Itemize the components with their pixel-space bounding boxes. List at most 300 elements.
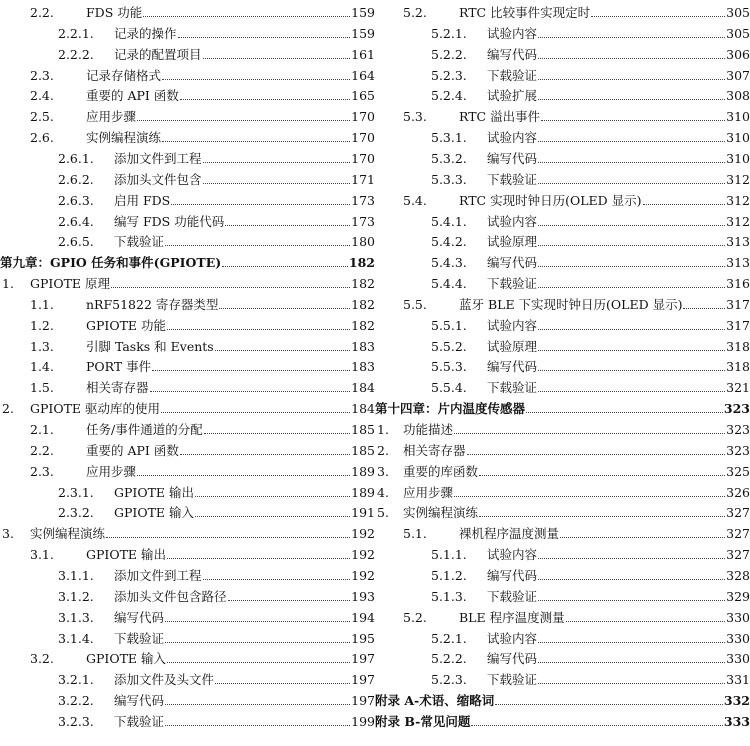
toc-entry-title: 记录的配置项目 xyxy=(114,46,202,62)
toc-entry[interactable] xyxy=(0,563,375,584)
toc-entry[interactable] xyxy=(375,209,750,230)
toc-entry[interactable] xyxy=(0,42,375,63)
dot-leader xyxy=(180,99,350,100)
dot-leader xyxy=(538,141,725,142)
dot-leader xyxy=(165,725,350,726)
toc-entry-number: 4. xyxy=(377,484,389,500)
dot-leader xyxy=(538,99,725,100)
toc-entry-number: 5.4.2. xyxy=(431,234,467,250)
dot-leader xyxy=(215,683,350,684)
dot-leader xyxy=(538,329,725,330)
toc-page-number: 194 xyxy=(351,609,375,625)
toc-entry[interactable] xyxy=(375,167,750,188)
toc-entry-title: 下载验证 xyxy=(114,713,165,729)
toc-page-number: 183 xyxy=(351,338,375,354)
toc-page-number: 173 xyxy=(351,192,375,208)
toc-entry-title: 编写代码 xyxy=(487,567,538,583)
toc-entry-number: 2.6.3. xyxy=(58,192,94,208)
toc-page-number: 191 xyxy=(351,505,375,521)
dot-leader xyxy=(683,308,725,309)
toc-entry[interactable] xyxy=(375,605,750,626)
toc-entry-title: RTC 比较事件实现定时 xyxy=(459,5,591,20)
dot-leader xyxy=(479,516,725,517)
toc-entry-title: 试验扩展 xyxy=(487,88,538,104)
toc-entry[interactable] xyxy=(375,313,750,334)
dot-leader xyxy=(538,225,725,226)
toc-entry[interactable] xyxy=(375,375,750,396)
toc-entry[interactable] xyxy=(375,626,750,647)
toc-entry[interactable] xyxy=(0,292,375,313)
toc-entry[interactable] xyxy=(0,229,375,250)
toc-entry[interactable] xyxy=(375,542,750,563)
toc-entry-number: 2.2.1. xyxy=(58,25,94,41)
toc-page-number: 317 xyxy=(726,296,750,312)
toc-page-number: 165 xyxy=(351,88,375,104)
toc-entry-number: 5.3.2. xyxy=(431,150,467,166)
toc-entry[interactable] xyxy=(375,104,750,125)
toc-entry-number: 3.1. xyxy=(30,547,54,563)
toc-entry[interactable] xyxy=(375,188,750,209)
toc-entry[interactable] xyxy=(375,646,750,667)
toc-entry[interactable] xyxy=(0,125,375,146)
dot-leader xyxy=(165,621,350,622)
toc-page-number: 305 xyxy=(726,25,750,41)
toc-page-number: 323 xyxy=(726,422,750,437)
toc-entry[interactable] xyxy=(0,0,375,21)
toc-page-number: 182 xyxy=(348,255,375,271)
toc-page-number: 308 xyxy=(726,88,750,104)
toc-entry-title: PORT 事件 xyxy=(86,359,152,375)
toc-entry-number: 2.2. xyxy=(30,5,54,20)
toc-entry-title: 下载验证 xyxy=(487,276,538,292)
toc-page-number: 180 xyxy=(351,234,375,250)
toc-page-number: 310 xyxy=(726,109,750,125)
toc-entry-title: 编写代码 xyxy=(114,609,165,625)
dot-leader xyxy=(203,162,351,163)
toc-page-number: 330 xyxy=(726,651,750,667)
toc-entry[interactable] xyxy=(375,584,750,605)
dot-leader xyxy=(538,37,725,38)
toc-entry-title: 下载验证 xyxy=(487,380,538,396)
toc-entry-number: 1. xyxy=(2,276,14,292)
toc-entry-number: 2.3.2. xyxy=(58,505,94,521)
toc-entry-number: 5.5. xyxy=(403,296,427,312)
toc-entry-title: 相关寄存器 xyxy=(403,442,466,458)
toc-entry-title: 实例编程演练 xyxy=(403,505,479,521)
toc-entry[interactable] xyxy=(0,104,375,125)
toc-entry-number: 2.3. xyxy=(30,67,54,83)
toc-entry[interactable] xyxy=(0,521,375,542)
toc-page-number: 170 xyxy=(351,150,375,166)
toc-entry[interactable] xyxy=(375,125,750,146)
toc-entry-title: 编写 FDS 功能代码 xyxy=(114,213,225,229)
dot-leader xyxy=(479,475,725,476)
dot-leader xyxy=(203,579,351,580)
toc-page-number: 313 xyxy=(726,234,750,250)
toc-entry[interactable] xyxy=(0,605,375,626)
toc-entry[interactable] xyxy=(375,63,750,84)
toc-page-number: 161 xyxy=(351,46,375,62)
toc-entry[interactable] xyxy=(0,417,375,438)
dot-leader xyxy=(467,454,726,455)
toc-page-number: 327 xyxy=(726,547,750,563)
dot-leader xyxy=(161,412,350,413)
toc-entry[interactable] xyxy=(0,646,375,667)
dot-leader xyxy=(538,245,725,246)
toc-entry[interactable] xyxy=(375,271,750,292)
toc-entry[interactable] xyxy=(0,500,375,521)
toc-chapter-title: 附录 A-术语、缩略词 xyxy=(375,693,495,709)
toc-entry-title: 编写代码 xyxy=(487,255,538,271)
toc-entry-number: 5.1.3. xyxy=(431,588,467,604)
toc-entry-number: 5.2.2. xyxy=(431,46,467,62)
toc-page-number: 183 xyxy=(351,359,375,375)
dot-leader xyxy=(538,579,725,580)
toc-entry-number: 3.2. xyxy=(30,651,54,667)
toc-page-number: 317 xyxy=(726,317,750,333)
toc-entry[interactable] xyxy=(375,438,750,459)
toc-entry-title: 蓝牙 BLE 下实现时钟日历(OLED 显示) xyxy=(459,296,683,312)
dot-leader xyxy=(203,58,351,59)
dot-leader xyxy=(538,662,725,663)
toc-chapter-entry[interactable] xyxy=(375,709,750,730)
dot-leader xyxy=(165,642,350,643)
toc-chapter-entry[interactable] xyxy=(375,688,750,709)
toc-entry-number: 3. xyxy=(2,526,14,542)
toc-chapter-entry[interactable] xyxy=(375,396,750,417)
dot-leader xyxy=(538,683,725,684)
toc-page-number: 182 xyxy=(351,317,375,333)
dot-leader xyxy=(538,600,725,601)
toc-entry-number: 5.5.2. xyxy=(431,338,467,354)
dot-leader xyxy=(215,350,350,351)
toc-entry-title: 实例编程演练 xyxy=(86,130,162,146)
toc-entry-number: 3.1.1. xyxy=(58,567,94,583)
toc-entry-title: nRF51822 寄存器类型 xyxy=(86,296,219,312)
dot-leader xyxy=(165,245,350,246)
toc-entry[interactable] xyxy=(375,459,750,480)
toc-entry-title: 编写代码 xyxy=(487,46,538,62)
toc-entry[interactable] xyxy=(375,354,750,375)
toc-page-number: 328 xyxy=(726,567,750,583)
dot-leader xyxy=(454,496,725,497)
toc-entry[interactable] xyxy=(375,250,750,271)
toc-entry-title: 试验内容 xyxy=(487,547,538,563)
toc-entry[interactable] xyxy=(375,292,750,313)
dot-leader xyxy=(195,516,350,517)
toc-entry-number: 3.1.4. xyxy=(58,630,94,646)
dot-leader xyxy=(204,433,350,434)
dot-leader xyxy=(538,162,725,163)
toc-entry-title: 编写代码 xyxy=(487,150,538,166)
toc-page-number: 199 xyxy=(351,713,375,729)
toc-entry-number: 1.2. xyxy=(30,317,54,333)
dot-leader xyxy=(228,600,351,601)
toc-entry-number: 2. xyxy=(377,442,389,458)
toc-page-number: 195 xyxy=(351,630,375,646)
toc-entry-title: 试验内容 xyxy=(487,213,538,229)
toc-entry-number: 5.2.4. xyxy=(431,88,467,104)
toc-page-number: 330 xyxy=(726,630,750,646)
toc-entry-number: 5.3.1. xyxy=(431,130,467,146)
toc-entry-number: 5.5.1. xyxy=(431,317,467,333)
toc-entry[interactable] xyxy=(375,480,750,501)
toc-page-number: 329 xyxy=(726,588,750,604)
dot-leader xyxy=(150,391,351,392)
dot-leader xyxy=(538,266,725,267)
toc-entry[interactable] xyxy=(0,167,375,188)
toc-entry-number: 2.6.2. xyxy=(58,171,94,187)
toc-entry[interactable] xyxy=(0,63,375,84)
toc-entry-number: 5.4. xyxy=(403,192,427,208)
dot-leader xyxy=(538,370,725,371)
toc-page-number: 330 xyxy=(726,609,750,625)
dot-leader xyxy=(162,141,350,142)
toc-entry-number: 2.2.2. xyxy=(58,46,94,62)
dot-leader xyxy=(222,266,348,267)
toc-entry-number: 2.3. xyxy=(30,463,54,479)
toc-entry[interactable] xyxy=(0,542,375,563)
toc-entry[interactable] xyxy=(0,688,375,709)
toc-entry-number: 2.1. xyxy=(30,422,54,437)
toc-entry[interactable] xyxy=(0,438,375,459)
toc-entry[interactable] xyxy=(0,188,375,209)
toc-entry[interactable] xyxy=(375,521,750,542)
toc-entry-number: 5.2.2. xyxy=(431,651,467,667)
toc-entry-number: 2.2. xyxy=(30,442,54,458)
dot-leader xyxy=(203,183,351,184)
dot-leader xyxy=(454,433,725,434)
toc-entry-number: 2. xyxy=(2,401,14,417)
toc-entry[interactable] xyxy=(0,667,375,688)
toc-entry-title: GPIOTE 原理 xyxy=(30,276,111,292)
dot-leader xyxy=(137,120,350,121)
toc-entry[interactable] xyxy=(0,709,375,730)
toc-page-number: 159 xyxy=(351,25,375,41)
toc-entry[interactable] xyxy=(375,0,750,21)
toc-entry[interactable] xyxy=(375,146,750,167)
dot-leader xyxy=(538,58,725,59)
dot-leader xyxy=(165,704,350,705)
toc-page-number: 331 xyxy=(726,672,750,688)
toc-page-number: 332 xyxy=(723,693,750,709)
toc-entry-title: FDS 功能 xyxy=(86,5,143,20)
toc-entry-title: 功能描述 xyxy=(403,422,454,437)
toc-chapter-title: 附录 B-常见问题 xyxy=(375,713,471,729)
toc-entry-title: GPIOTE 功能 xyxy=(86,317,167,333)
toc-entry[interactable] xyxy=(375,563,750,584)
toc-entry[interactable] xyxy=(375,417,750,438)
toc-entry-title: 相关寄存器 xyxy=(86,380,149,396)
toc-entry[interactable] xyxy=(375,42,750,63)
dot-leader xyxy=(195,496,350,497)
toc-page-number: 318 xyxy=(726,359,750,375)
toc-entry[interactable] xyxy=(0,354,375,375)
toc-entry[interactable] xyxy=(375,667,750,688)
toc-page-number: 305 xyxy=(726,5,750,20)
toc-entry-title: 试验内容 xyxy=(487,130,538,146)
toc-entry-title: GPIOTE 输入 xyxy=(86,651,167,667)
toc-entry-number: 3.1.3. xyxy=(58,609,94,625)
toc-entry-title: 试验原理 xyxy=(487,234,538,250)
toc-entry[interactable] xyxy=(0,313,375,334)
toc-entry[interactable] xyxy=(0,21,375,42)
toc-page-number: 170 xyxy=(351,109,375,125)
toc-entry-title: 试验内容 xyxy=(487,630,538,646)
toc-entry-number: 3.2.1. xyxy=(58,672,94,688)
toc-entry-number: 1.3. xyxy=(30,338,54,354)
toc-entry-title: 应用步骤 xyxy=(403,484,454,500)
dot-leader xyxy=(143,16,350,17)
toc-entry[interactable] xyxy=(375,21,750,42)
dot-leader xyxy=(538,350,725,351)
toc-entry-number: 5.1.1. xyxy=(431,547,467,563)
dot-leader xyxy=(538,642,725,643)
toc-entry-number: 2.6. xyxy=(30,130,54,146)
dot-leader xyxy=(162,79,350,80)
toc-entry[interactable] xyxy=(0,459,375,480)
dot-leader xyxy=(152,370,350,371)
dot-leader xyxy=(538,183,725,184)
toc-entry-title: RTC 溢出事件 xyxy=(459,109,541,125)
dot-leader xyxy=(495,704,723,705)
dot-leader xyxy=(111,287,350,288)
toc-entry-title: 下载验证 xyxy=(487,672,538,688)
toc-chapter-title: 第九章：GPIO 任务和事件(GPIOTE) xyxy=(0,255,222,271)
toc-page-number: 182 xyxy=(351,296,375,312)
toc-entry-title: BLE 程序温度测量 xyxy=(459,609,565,625)
toc-page-number: 327 xyxy=(726,505,750,521)
dot-leader xyxy=(471,725,723,726)
toc-entry[interactable] xyxy=(0,334,375,355)
dot-leader xyxy=(541,120,725,121)
toc-chapter-title: 第十四章：片内温度传感器 xyxy=(375,401,526,417)
toc-entry[interactable] xyxy=(0,146,375,167)
toc-page-number: 182 xyxy=(351,276,375,292)
toc-entry-number: 5.2. xyxy=(403,5,427,20)
toc-page-number: 192 xyxy=(351,526,375,542)
toc-page-number: 312 xyxy=(726,171,750,187)
toc-entry-title: GPIOTE 输出 xyxy=(86,547,167,563)
toc-page-number: 323 xyxy=(723,401,750,417)
toc-entry-title: GPIOTE 输入 xyxy=(114,505,195,521)
toc-entry-title: 编写代码 xyxy=(487,359,538,375)
toc-page-number: 310 xyxy=(726,150,750,166)
toc-entry[interactable] xyxy=(0,271,375,292)
toc-entry-number: 1. xyxy=(377,422,389,437)
toc-page-number: 325 xyxy=(726,463,750,479)
toc-entry[interactable] xyxy=(0,375,375,396)
dot-leader xyxy=(219,308,350,309)
toc-page-number: 307 xyxy=(726,67,750,83)
dot-leader xyxy=(643,204,726,205)
toc-entry-title: GPIOTE 驱动库的使用 xyxy=(30,401,161,417)
toc-entry[interactable] xyxy=(0,626,375,647)
toc-page-number: 316 xyxy=(726,276,750,292)
toc-entry-title: 任务/事件通道的分配 xyxy=(86,422,203,437)
toc-entry-title: 试验内容 xyxy=(487,25,538,41)
toc-entry-title: 应用步骤 xyxy=(86,109,137,125)
toc-entry-title: 启用 FDS xyxy=(114,192,171,208)
toc-page-number: 197 xyxy=(351,693,375,709)
toc-page-number: 171 xyxy=(351,171,375,187)
toc-page-number: 185 xyxy=(351,422,375,437)
dot-leader xyxy=(167,558,350,559)
toc-page-number: 193 xyxy=(351,588,375,604)
toc-entry-title: RTC 实现时钟日历(OLED 显示) xyxy=(459,192,642,208)
toc-entry-number: 1.1. xyxy=(30,296,54,312)
toc-entry-title: 实例编程演练 xyxy=(30,526,106,542)
toc-page-number: 170 xyxy=(351,130,375,146)
toc-page-number: 313 xyxy=(726,255,750,271)
toc-entry-number: 2.4. xyxy=(30,88,54,104)
toc-entry-title: 下载验证 xyxy=(487,588,538,604)
toc-entry-number: 2.6.5. xyxy=(58,234,94,250)
toc-entry[interactable] xyxy=(0,584,375,605)
toc-entry[interactable] xyxy=(0,83,375,104)
toc-page-number: 184 xyxy=(351,380,375,396)
toc-entry-number: 3.2.3. xyxy=(58,713,94,729)
toc-entry-title: 重要的 API 函数 xyxy=(86,442,179,458)
dot-leader xyxy=(526,412,723,413)
toc-entry-title: 重要的 API 函数 xyxy=(86,88,179,104)
toc-entry-number: 3. xyxy=(377,463,389,479)
dot-leader xyxy=(591,16,725,17)
toc-entry[interactable] xyxy=(375,83,750,104)
toc-entry-number: 3.2.2. xyxy=(58,693,94,709)
toc-page-number: 333 xyxy=(723,713,750,729)
toc-entry[interactable] xyxy=(0,209,375,230)
toc-entry-title: 试验内容 xyxy=(487,317,538,333)
toc-entry[interactable] xyxy=(0,480,375,501)
toc-entry[interactable] xyxy=(375,500,750,521)
dot-leader xyxy=(538,558,725,559)
toc-entry-title: 裸机程序温度测量 xyxy=(459,526,560,542)
toc-entry-title: 试验原理 xyxy=(487,338,538,354)
toc-entry-title: 重要的库函数 xyxy=(403,463,479,479)
toc-entry-number: 5.2.1. xyxy=(431,25,467,41)
toc-page-number: 197 xyxy=(351,651,375,667)
dot-leader xyxy=(167,662,350,663)
toc-entry-number: 5.2.3. xyxy=(431,67,467,83)
toc-entry-number: 5.1. xyxy=(403,526,427,542)
dot-leader xyxy=(566,621,726,622)
toc-page-number: 321 xyxy=(726,380,750,396)
toc-entry-number: 5.5.4. xyxy=(431,380,467,396)
toc-entry[interactable] xyxy=(375,334,750,355)
dot-leader xyxy=(560,537,725,538)
toc-entry[interactable] xyxy=(375,229,750,250)
toc-page-number: 327 xyxy=(726,526,750,542)
toc-entry[interactable] xyxy=(0,396,375,417)
toc-entry-number: 2.3.1. xyxy=(58,484,94,500)
toc-entry-number: 5.1.2. xyxy=(431,567,467,583)
toc-entry-number: 5.2.1. xyxy=(431,630,467,646)
toc-entry-title: 添加头文件包含 xyxy=(114,171,202,187)
dot-leader xyxy=(538,391,725,392)
toc-entry-title: 编写代码 xyxy=(487,651,538,667)
toc-page-number: 323 xyxy=(726,442,750,458)
dot-leader xyxy=(167,329,350,330)
toc-page-number: 189 xyxy=(351,484,375,500)
toc-entry-title: 下载验证 xyxy=(487,171,538,187)
toc-entry-title: 记录的操作 xyxy=(114,25,177,41)
toc-page-number: 310 xyxy=(726,130,750,146)
toc-page-number: 306 xyxy=(726,46,750,62)
toc-chapter-entry[interactable] xyxy=(0,250,375,271)
toc-page-number: 312 xyxy=(726,192,750,208)
toc-page-number: 189 xyxy=(351,463,375,479)
